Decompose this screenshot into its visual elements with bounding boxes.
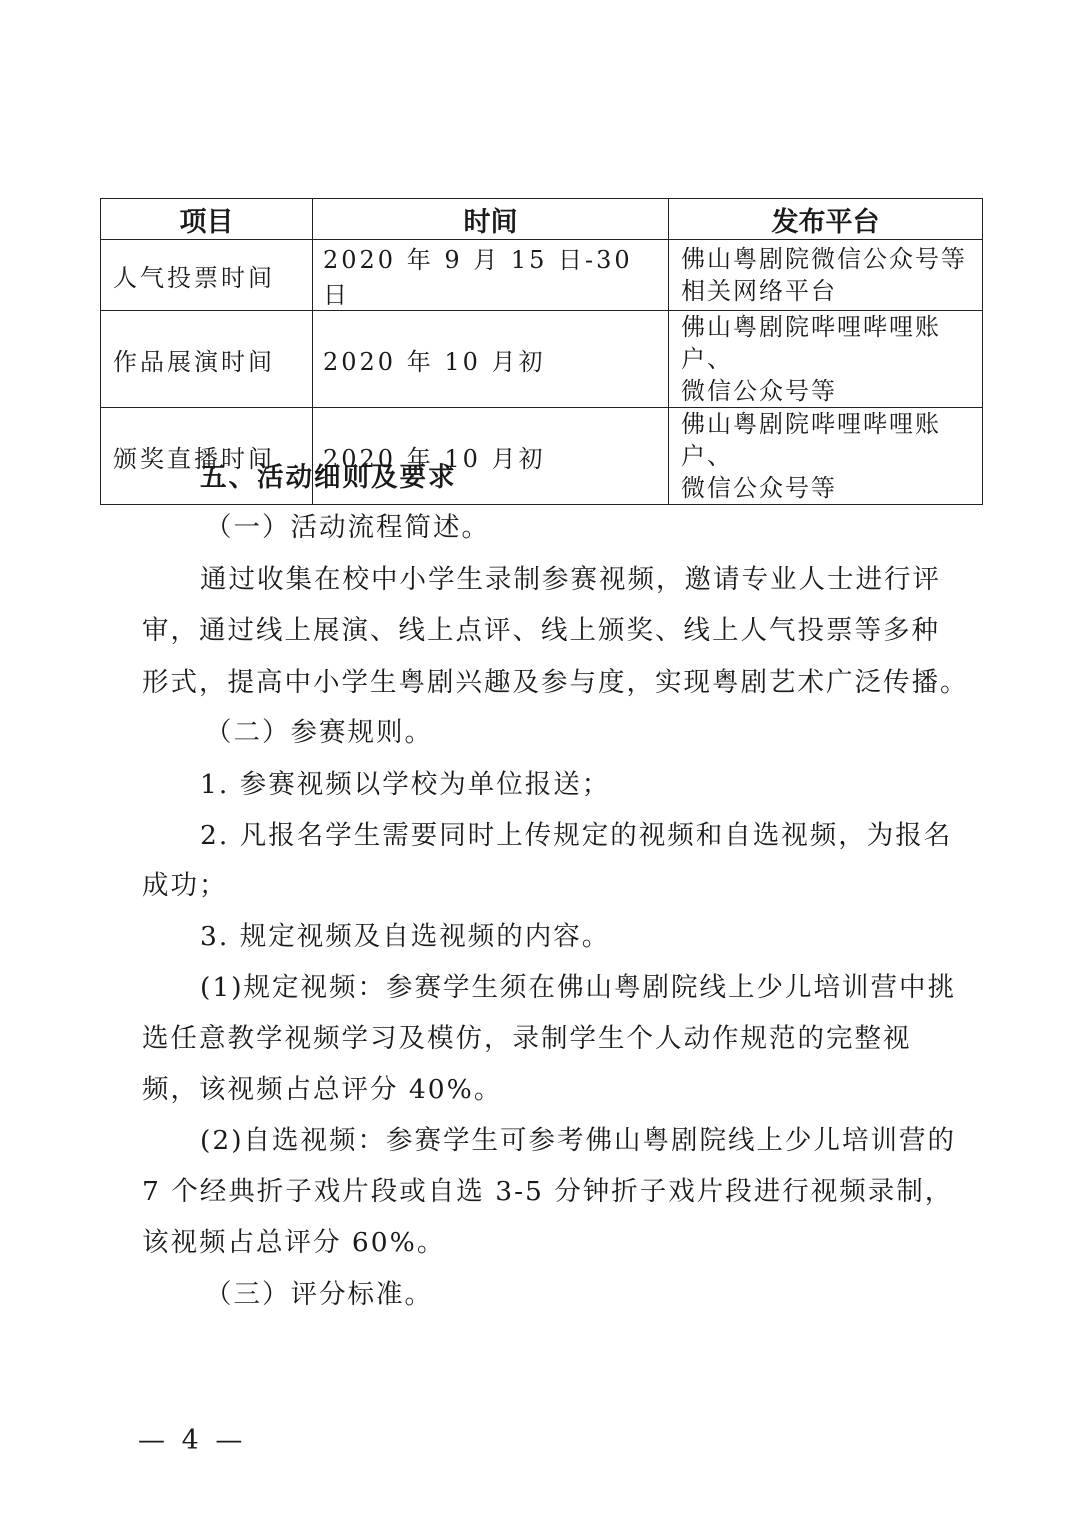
header-time: 时间 [313, 199, 669, 240]
subsection-heading-2: （二）参赛规则。 [205, 717, 433, 748]
row-time: 2020 年 10 月初 [313, 311, 669, 408]
page-number: — 4 — [138, 1425, 247, 1456]
platform-line: 佛山粤剧院微信公众号等 [681, 245, 967, 273]
row-platform [669, 240, 983, 311]
platform-line: 微信公众号等 [681, 377, 837, 405]
paragraph-line: 通过收集在校中小学生录制参赛视频，邀请专业人士进行评 [200, 564, 941, 595]
row-item: 人气投票时间 [101, 240, 313, 311]
header-item: 项目 [101, 199, 313, 240]
row-platform [669, 311, 983, 408]
row-time: 2020 年 10 月初 [313, 408, 669, 505]
platform-line: 佛山粤剧院哔哩哔哩账户、 [681, 313, 941, 373]
row-time: 2020 年 9 月 15 日-30 日 [313, 240, 669, 311]
table-row [101, 240, 983, 311]
paragraph-line: 选任意教学视频学习及模仿，录制学生个人动作规范的完整视 [142, 1023, 912, 1054]
paragraph-line: 该视频占总评分 60%。 [142, 1227, 446, 1258]
paragraph-line: 7 个经典折子戏片段或自选 3-5 分钟折子戏片段进行视频录制， [142, 1176, 954, 1207]
paragraph-line: 形式，提高中小学生粤剧兴趣及参与度，实现粤剧艺术广泛传播。 [142, 667, 969, 698]
table-header-row [101, 199, 983, 240]
rule-item-3: 3. 规定视频及自选视频的内容。 [200, 921, 611, 952]
rule-item-1: 1. 参赛视频以学校为单位报送； [200, 769, 611, 800]
row-item: 颁奖直播时间 [101, 408, 313, 505]
platform-line: 佛山粤剧院哔哩哔哩账户、 [681, 410, 941, 470]
header-platform: 发布平台 [669, 199, 983, 240]
paragraph-line: 成功； [142, 870, 228, 901]
section-heading-5: 五、活动细则及要求 [200, 462, 457, 493]
paragraph-line: (2)自选视频：参赛学生可参考佛山粤剧院线上少儿培训营的 [200, 1125, 957, 1156]
platform-line: 微信公众号等 [681, 474, 837, 502]
paragraph-line: 频，该视频占总评分 40%。 [142, 1074, 503, 1105]
table-row [101, 311, 983, 408]
paragraph-line: (1)规定视频：参赛学生须在佛山粤剧院线上少儿培训营中挑 [200, 972, 957, 1003]
subsection-heading-1: （一）活动流程简述。 [205, 512, 490, 543]
paragraph-line: 审，通过线上展演、线上点评、线上颁奖、线上人气投票等多种 [142, 615, 940, 646]
subsection-heading-3: （三）评分标准。 [205, 1279, 433, 1310]
platform-line: 相关网络平台 [681, 277, 837, 305]
row-item: 作品展演时间 [101, 311, 313, 408]
rule-item-2: 2. 凡报名学生需要同时上传规定的视频和自选视频，为报名 [200, 820, 953, 851]
